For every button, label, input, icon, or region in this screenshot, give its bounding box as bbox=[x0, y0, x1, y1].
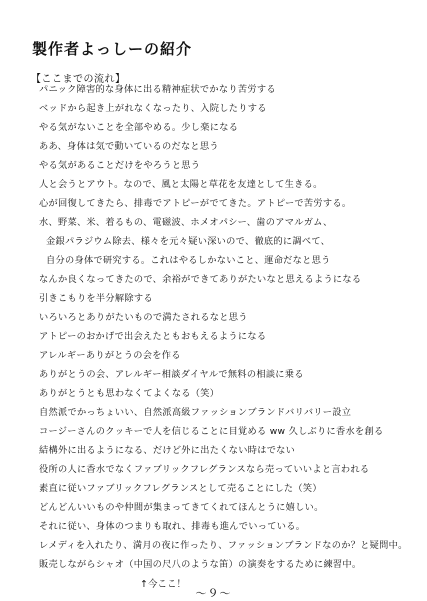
page-title: 製作者よっしーの紹介 bbox=[32, 40, 193, 58]
story-line: 素直に従いファブリックフレグランスとして売ることにした（笑） bbox=[39, 483, 322, 494]
story-line: 役所の人に香水でなくファブリックフレグランスなら売っていいよと言われる bbox=[39, 464, 370, 475]
current-position-caption: ↑今ここ！ bbox=[140, 579, 186, 590]
story-line: 金銀パラジウム除去、様々を元々疑い深いので、徹底的に調べて、 bbox=[46, 236, 331, 247]
story-line: ベッドから起き上がれなくなったり、入院したりする bbox=[39, 103, 267, 114]
story-line: コージーさんのクッキーで人を信じることに目覚める ww 久しぶりに香水を創る bbox=[39, 426, 384, 437]
story-line: 水、野菜、米、着るもの、電磁波、ホメオパシー、歯のアマルガム、 bbox=[39, 217, 333, 228]
story-line: 心が回復してきたら、排毒でアトピーがでてきた。アトピーで苦労する。 bbox=[39, 198, 352, 209]
story-line: アレルギーありがとうの会を作る bbox=[39, 350, 181, 361]
page-number: ～９～ bbox=[195, 587, 232, 600]
story-line: 自分の身体で研究する。これはやるしかないこと、運命だなと思う bbox=[46, 255, 331, 266]
story-line: ああ、身体は気で動いているのだなと思う bbox=[39, 141, 219, 152]
story-line: やる気がないことを全部やめる。少し楽になる bbox=[39, 122, 239, 133]
story-line: 自然派でかっちょいい、自然派高級ファッションブランドバリバリー設立 bbox=[39, 407, 352, 418]
story-line: やる気があることだけをやろうと思う bbox=[39, 160, 201, 171]
story-line: ありがとうとも思わなくてよくなる（笑） bbox=[39, 388, 220, 399]
story-line: 販売しながらシャオ（中国の尺八のような笛）の演奏をするために練習中。 bbox=[39, 559, 362, 570]
story-line: 引きこもりを半分解除する bbox=[39, 293, 153, 304]
story-line: いろいろとありがたいもので満たされるなと思う bbox=[39, 312, 248, 323]
story-line: どんどんいいものや仲間が集まってきてくれてほんとうに嬉しい。 bbox=[39, 502, 324, 513]
story-line: パニック障害的な身体に出る精神症状でかなり苦労する bbox=[39, 84, 276, 95]
story-line: アトピーのおかげで出会えたともおもえるようになる bbox=[39, 331, 267, 342]
story-line: それに従い、身体のつまりも取れ、排毒も進んでいっている。 bbox=[39, 521, 306, 532]
section-heading: 【ここまでの流れ】 bbox=[31, 74, 126, 85]
story-line: なんか良くなってきたので、余裕ができてありがたいなと思えるようになる bbox=[39, 274, 362, 285]
story-line: レメディを入れたり、満月の夜に作ったり、ファッションブランドなのか？と疑問中。 bbox=[39, 540, 408, 551]
story-line: ありがとうの会、アレルギー相談ダイヤルで無料の相談に乗る bbox=[39, 369, 304, 380]
story-line: 結構外に出るようになる、だけど外に出たくない時はでない bbox=[39, 445, 296, 456]
story-line: 人と会うとアウト。なので、風と太陽と草花を友達として生きる。 bbox=[39, 179, 323, 190]
